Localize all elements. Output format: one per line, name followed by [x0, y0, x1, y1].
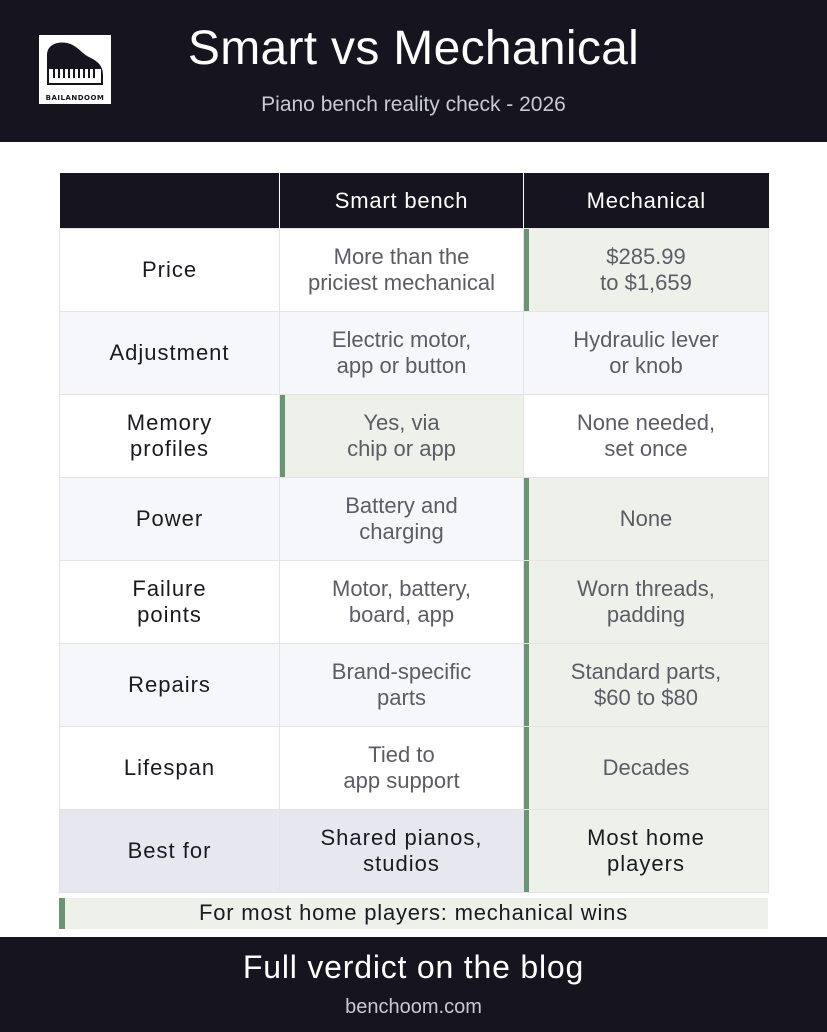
table-header-row — [60, 173, 769, 229]
row-label: Price — [60, 229, 280, 312]
smart-bench-cell: Yes, via chip or app — [280, 395, 524, 478]
mechanical-cell: Worn threads, padding — [524, 561, 769, 644]
row-label: Failure points — [60, 561, 280, 644]
table-row — [60, 229, 769, 312]
page-subtitle: Piano bench reality check - 2026 — [261, 93, 566, 116]
table-row — [60, 478, 769, 561]
smart-bench-cell: Shared pianos, studios — [280, 810, 524, 893]
smart-bench-cell: More than the priciest mechanical — [280, 229, 524, 312]
row-label: Memory profiles — [60, 395, 280, 478]
comparison-table — [59, 173, 769, 893]
mechanical-cell: Decades — [524, 727, 769, 810]
smart-bench-cell: Battery and charging — [280, 478, 524, 561]
mechanical-cell: None — [524, 478, 769, 561]
smart-bench-cell: Motor, battery, board, app — [280, 561, 524, 644]
table-row — [60, 561, 769, 644]
footer-title: Full verdict on the blog — [242, 949, 585, 985]
footer-url: benchoom.com — [345, 996, 482, 1018]
mechanical-cell: Hydraulic lever or knob — [524, 312, 769, 395]
row-label: Best for — [60, 810, 280, 893]
row-label: Power — [60, 478, 280, 561]
row-label: Repairs — [60, 644, 280, 727]
table-row — [60, 395, 769, 478]
column-header-empty — [60, 173, 280, 229]
page-title: Smart vs Mechanical — [187, 22, 640, 75]
smart-bench-cell: Electric motor, app or button — [280, 312, 524, 395]
row-label: Lifespan — [60, 727, 280, 810]
smart-bench-cell: Tied to app support — [280, 727, 524, 810]
footer — [0, 937, 827, 1032]
header — [0, 0, 827, 142]
smart-bench-cell: Brand-specific parts — [280, 644, 524, 727]
table-row — [60, 727, 769, 810]
table-row — [60, 312, 769, 395]
column-header-smart: Smart bench — [280, 173, 524, 229]
column-header-mechanical: Mechanical — [524, 173, 769, 229]
mechanical-cell: Standard parts, $60 to $80 — [524, 644, 769, 727]
mechanical-cell: None needed, set once — [524, 395, 769, 478]
logo-text: BAILANDOOM — [45, 94, 105, 102]
verdict-banner: For most home players: mechanical wins — [59, 898, 768, 929]
mechanical-cell: $285.99 to $1,659 — [524, 229, 769, 312]
table-row — [60, 810, 769, 893]
table-row — [60, 644, 769, 727]
mechanical-cell: Most home players — [524, 810, 769, 893]
row-label: Adjustment — [60, 312, 280, 395]
